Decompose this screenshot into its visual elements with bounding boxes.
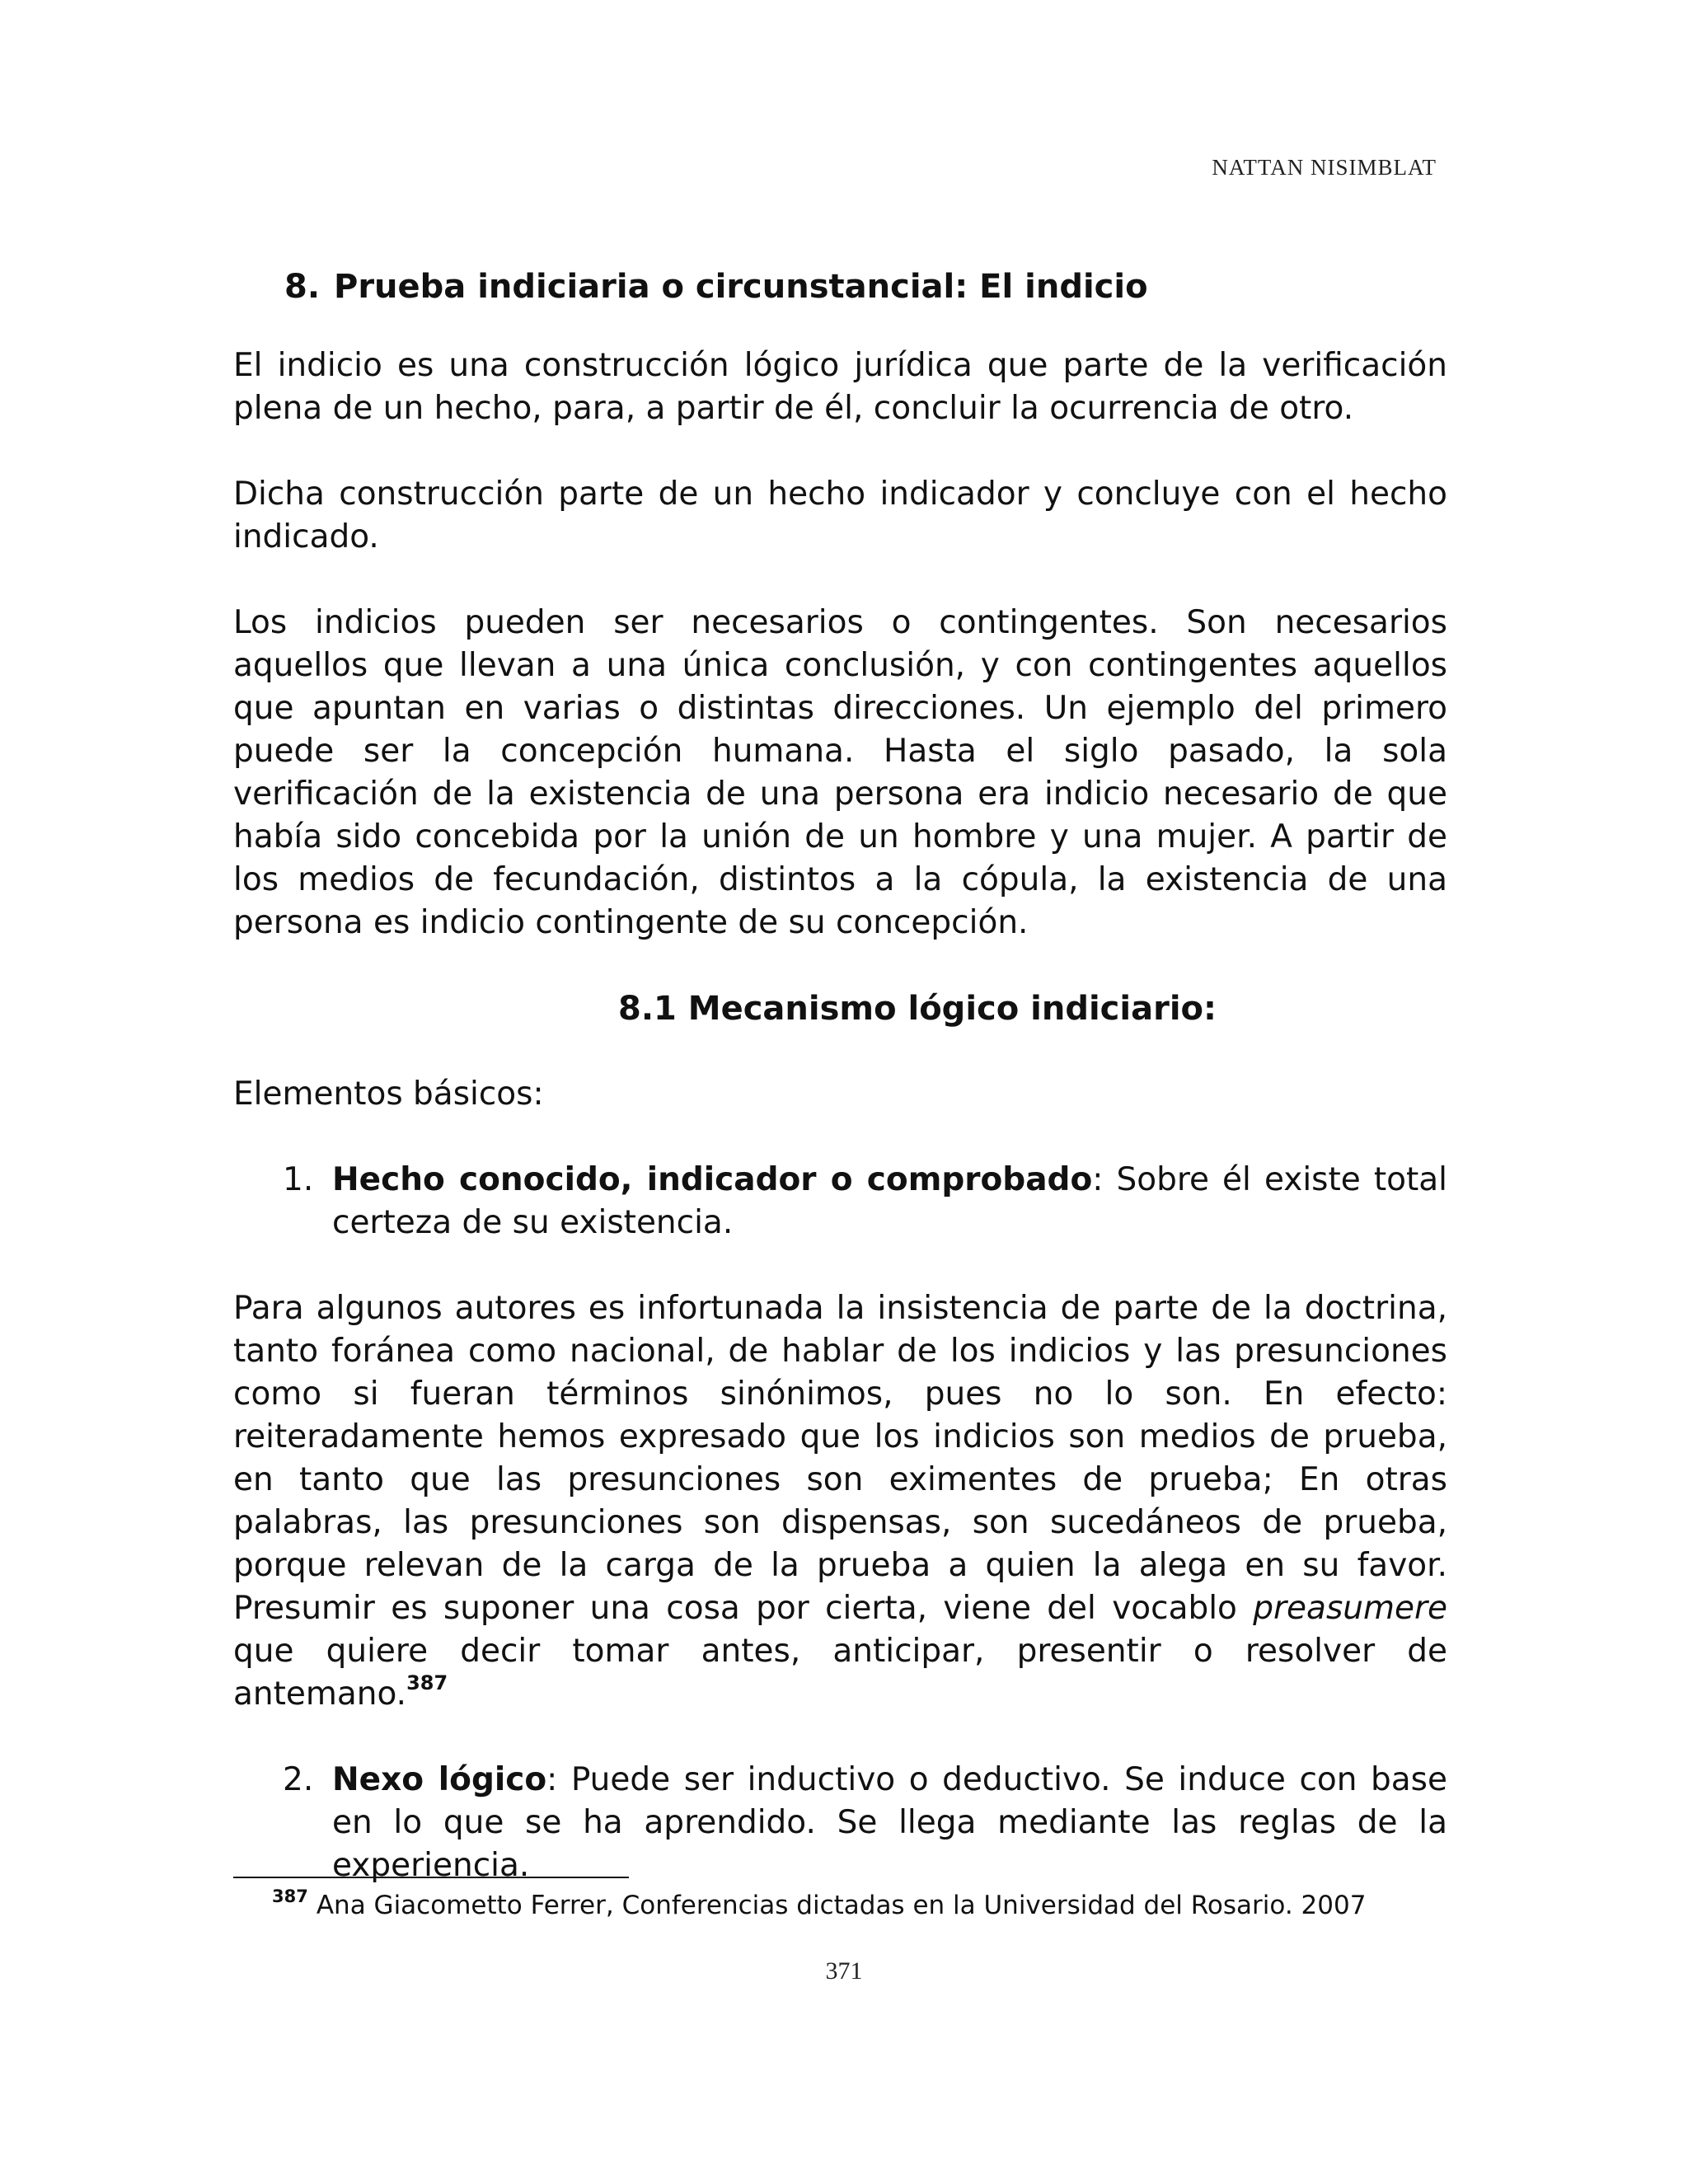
paragraph-indicio-definition: El indicio es una construcción lógico jurídica que parte de la verificación plena de un hecho, para, a partir de él, concluir la ocurrencia de otro. [233, 347, 1447, 427]
footnote-separator [233, 1877, 629, 1878]
list-text: : Puede ser inductivo o deductivo. Se induce con base en lo que se ha aprendido. Se llega mediante las reglas de la experiencia. [332, 1761, 1447, 1884]
footnote [272, 1887, 1442, 1924]
list-text: : Sobre él existe total certeza de su existencia. [332, 1161, 1448, 1241]
paragraph-presunciones [233, 1287, 1447, 1716]
latin-term: preasumere [1253, 1590, 1447, 1627]
list-term: Hecho conocido, indicador o comprobado [332, 1161, 1093, 1198]
elements-intro: Elementos básicos: [233, 1076, 544, 1113]
list-term: Nexo lógico [332, 1761, 547, 1798]
running-header-author: NATTAN NISIMBLAT [1212, 155, 1437, 180]
paragraph-hecho-indicador: Dicha construcción parte de un hecho indicador y concluye con el hecho indicado. [233, 476, 1447, 555]
page-number: 371 [825, 1957, 863, 1985]
section-title: Prueba indiciaria o circunstancial: El indicio [334, 268, 1148, 306]
subsection-heading: 8.1 Mecanismo lógico indiciario: [617, 990, 1217, 1028]
paragraph-necesarios-contingentes: Los indicios pueden ser necesarios o contingentes. Son necesarios aquellos que llevan a una única conclusión, y con contingentes aquellos que apuntan en varias o distintas direcciones. Un ejemplo del primero puede ser la concepción humana. Hasta el siglo pasado, la sola verificación de la existencia de una persona era indicio necesario de que había sido concebida por la unión de un hombre y una mujer. A partir de los medios de fecundación, distintos a la cópula, la existencia de una persona es indicio contingente de su concepción. [233, 604, 1447, 941]
list-marker: 2. [283, 1761, 314, 1798]
footnote-number: 387 [272, 1886, 308, 1906]
presunciones-text-after: que quiere decir tomar antes, anticipar, presentir o resolver de antemano. [233, 1633, 1447, 1713]
body-content [233, 264, 1447, 1930]
presunciones-text-before: Para algunos autores es infortunada la insistencia de parte de la doctrina, tanto foránea como nacional, de hablar de los indicios y las presunciones como si fueran términos sinónimos, pues no lo son. En efecto: reiteradamente hemos expresado que los indicios son medios de prueba, en tanto que las presunciones son eximentes de prueba; En otras palabras, las presunciones son dispensas, son sucedáneos de prueba, porque relevan de la carga de la prueba a quien la alega en su favor. Presumir es suponer una cosa por cierta, viene del vocablo [233, 1290, 1447, 1627]
section-heading [284, 264, 1447, 310]
list-item-hecho-conocido [233, 1159, 1447, 1244]
footnote-text: Ana Giacometto Ferrer, Conferencias dictadas en la Universidad del Rosario. 2007 [316, 1891, 1367, 1920]
footnote-reference[interactable]: 387 [406, 1671, 448, 1694]
section-number: 8. [284, 268, 321, 306]
list-item-nexo-logico [233, 1759, 1447, 1887]
list-marker: 1. [283, 1161, 314, 1198]
